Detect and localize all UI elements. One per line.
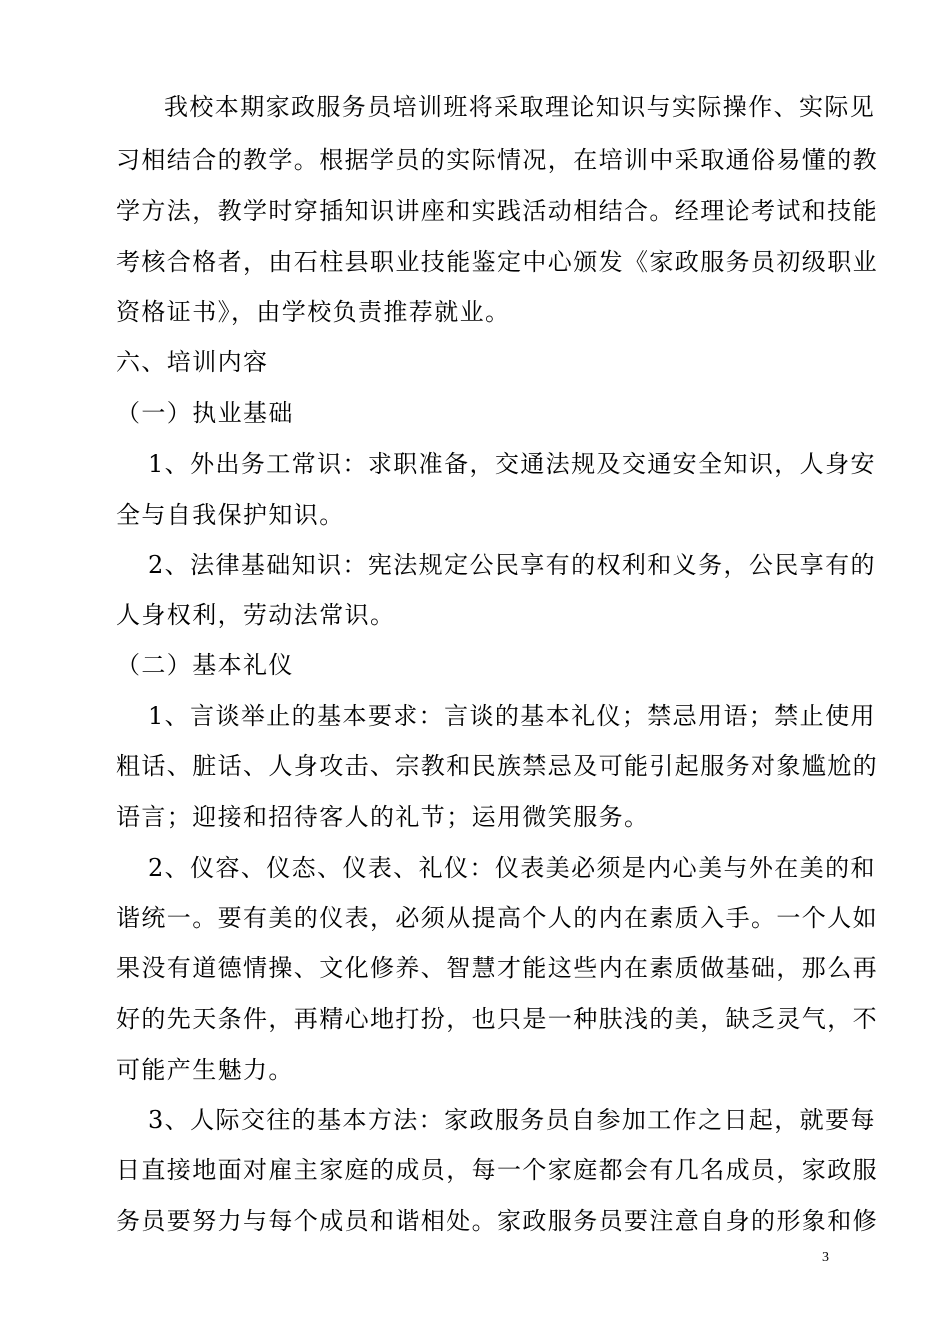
list-item: 1、言谈举止的基本要求：言谈的基本礼仪；禁忌用语；禁止使用 <box>148 702 876 730</box>
paragraph-line: 资格证书》，由学校负责推荐就业。 <box>116 298 511 326</box>
list-item: 1、外出务工常识：求职准备，交通法规及交通安全知识，人身安 <box>148 450 876 478</box>
paragraph-line: 学方法，教学时穿插知识讲座和实践活动相结合。经理论考试和技能 <box>116 197 878 225</box>
list-item: 3、人际交往的基本方法：家政服务员自参加工作之日起，就要每 <box>148 1106 876 1134</box>
subsection-heading: （一）执业基础 <box>116 399 294 427</box>
paragraph-line: 可能产生魅力。 <box>116 1056 294 1084</box>
page-number: 3 <box>822 1250 829 1265</box>
paragraph-line: 全与自我保护知识。 <box>116 501 345 529</box>
subsection-heading: （二）基本礼仪 <box>116 651 294 679</box>
paragraph-line: 我校本期家政服务员培训班将采取理论知识与实际操作、实际见 <box>164 93 876 121</box>
paragraph-line: 谐统一。要有美的仪表，必须从提高个人的内在素质入手。一个人如 <box>116 904 878 932</box>
paragraph-line: 语言；迎接和招待客人的礼节；运用微笑服务。 <box>116 803 650 831</box>
paragraph-line: 好的先天条件，再精心地打扮，也只是一种肤浅的美，缺乏灵气，不 <box>116 1005 878 1033</box>
paragraph-line: 日直接地面对雇主家庭的成员，每一个家庭都会有几名成员，家政服 <box>116 1156 878 1184</box>
paragraph-line: 习相结合的教学。根据学员的实际情况，在培训中采取通俗易懂的教 <box>116 146 878 174</box>
list-item: 2、法律基础知识：宪法规定公民享有的权利和义务，公民享有的 <box>148 551 876 579</box>
paragraph-line: 务员要努力与每个成员和谐相处。家政服务员要注意自身的形象和修 <box>116 1207 878 1235</box>
section-heading: 六、培训内容 <box>116 348 269 376</box>
paragraph-line: 果没有道德情操、文化修养、智慧才能这些内在素质做基础，那么再 <box>116 954 878 982</box>
paragraph-line: 考核合格者，由石柱县职业技能鉴定中心颁发《家政服务员初级职业 <box>116 248 878 276</box>
list-item: 2、仪容、仪态、仪表、礼仪：仪表美必须是内心美与外在美的和 <box>148 854 876 882</box>
paragraph-line: 人身权利，劳动法常识。 <box>116 601 396 629</box>
paragraph-line: 粗话、脏话、人身攻击、宗教和民族禁忌及可能引起服务对象尴尬的 <box>116 752 878 780</box>
